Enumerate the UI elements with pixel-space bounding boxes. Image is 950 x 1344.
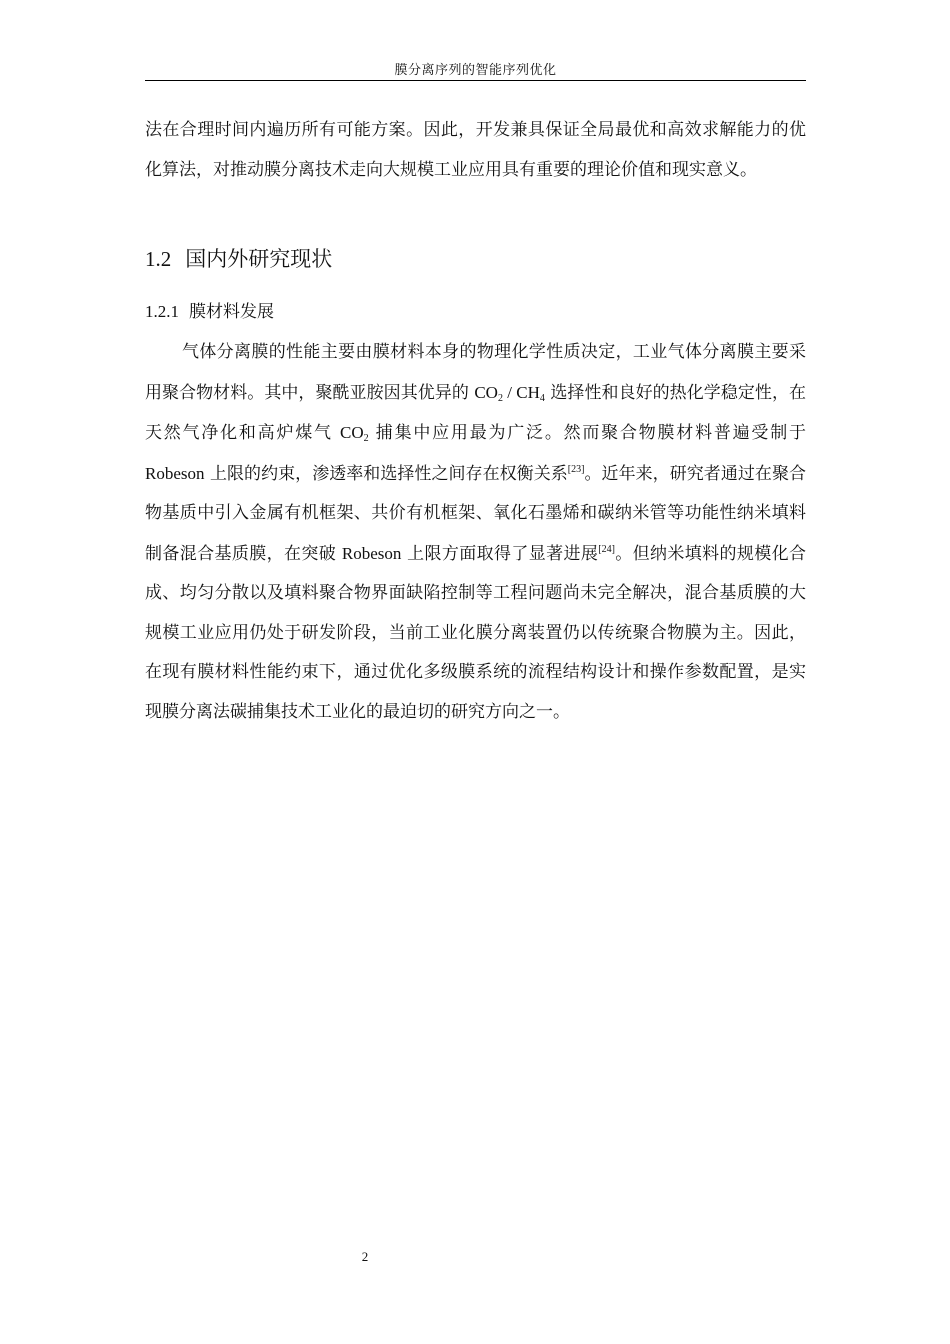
chem-ch4: CH — [516, 382, 540, 402]
term-robeson: Robeson — [341, 543, 402, 563]
section-number: 1.2 — [145, 247, 172, 271]
section-title: 国内外研究现状 — [185, 247, 333, 271]
paragraph-text: 选择性和良好的热化学稳定性，在天然气净化和高炉煤气 — [145, 382, 807, 443]
subscript: 2 — [497, 392, 503, 404]
intro-paragraph: 法在合理时间内遍历所有可能方案。因此，开发兼具保证全局最优和高效求解能力的优化算法，对推动膜分离技术走向大规模工业应用具有重要的理论价值和现实意义。 — [145, 120, 806, 180]
citation: [24] — [598, 543, 615, 555]
running-header: 膜分离序列的智能序列优化 — [394, 63, 557, 78]
subsection-heading — [145, 298, 274, 326]
paragraph-text: 上限方面取得了显著进展 — [401, 543, 599, 564]
chem-co2: CO — [340, 423, 364, 442]
citation: [23] — [567, 463, 585, 475]
subsection-title: 膜材料发展 — [189, 302, 274, 322]
subscript: 2 — [363, 433, 369, 444]
paragraph-text: 上限的约束，渗透率和选择性之间存在权衡关系 — [204, 463, 568, 484]
subscript: 4 — [539, 392, 545, 404]
slash: / — [502, 382, 517, 402]
chem-co2: CO — [474, 382, 498, 402]
body-paragraph — [145, 333, 806, 732]
header-rule — [145, 80, 806, 81]
page-number: 2 — [361, 1249, 369, 1264]
paragraph-text: 。但纳米填料的规模化合成、均匀分散以及填料聚合物界面缺陷控制等工程问题尚未完全解决，混合基质膜的大规模工业应用仍处于研发阶段，当前工业化膜分离装置仍以传统聚合物膜为主。因此，在现有膜材料性能约束下，通过优化多级膜系统的流程结构设计和操作参数配置，是实现膜分离法碳捕集技术工业化的最迫切的研究方向之一。 — [145, 543, 807, 722]
term-robeson: Robeson — [145, 463, 205, 483]
subsection-number: 1.2.1 — [145, 302, 179, 321]
paragraph-text: 捕集中应用最为广泛。然而聚合物膜材料普遍受制于 — [368, 423, 806, 443]
section-heading — [145, 244, 332, 274]
paragraph-text: 。近年来，研究者通过在聚合物基质中引入金属有机框架、共价有机框架、氧化石墨烯和碳纳米管等功能性纳米填料制备混合基质膜，在突破 — [145, 463, 806, 564]
paragraph-text: 气体分离膜的性能主要由膜材料本身的物理化学性质决定，工业气体分离膜主要采用聚合物材料。其中，聚酰亚胺因其优异的 — [145, 342, 806, 403]
